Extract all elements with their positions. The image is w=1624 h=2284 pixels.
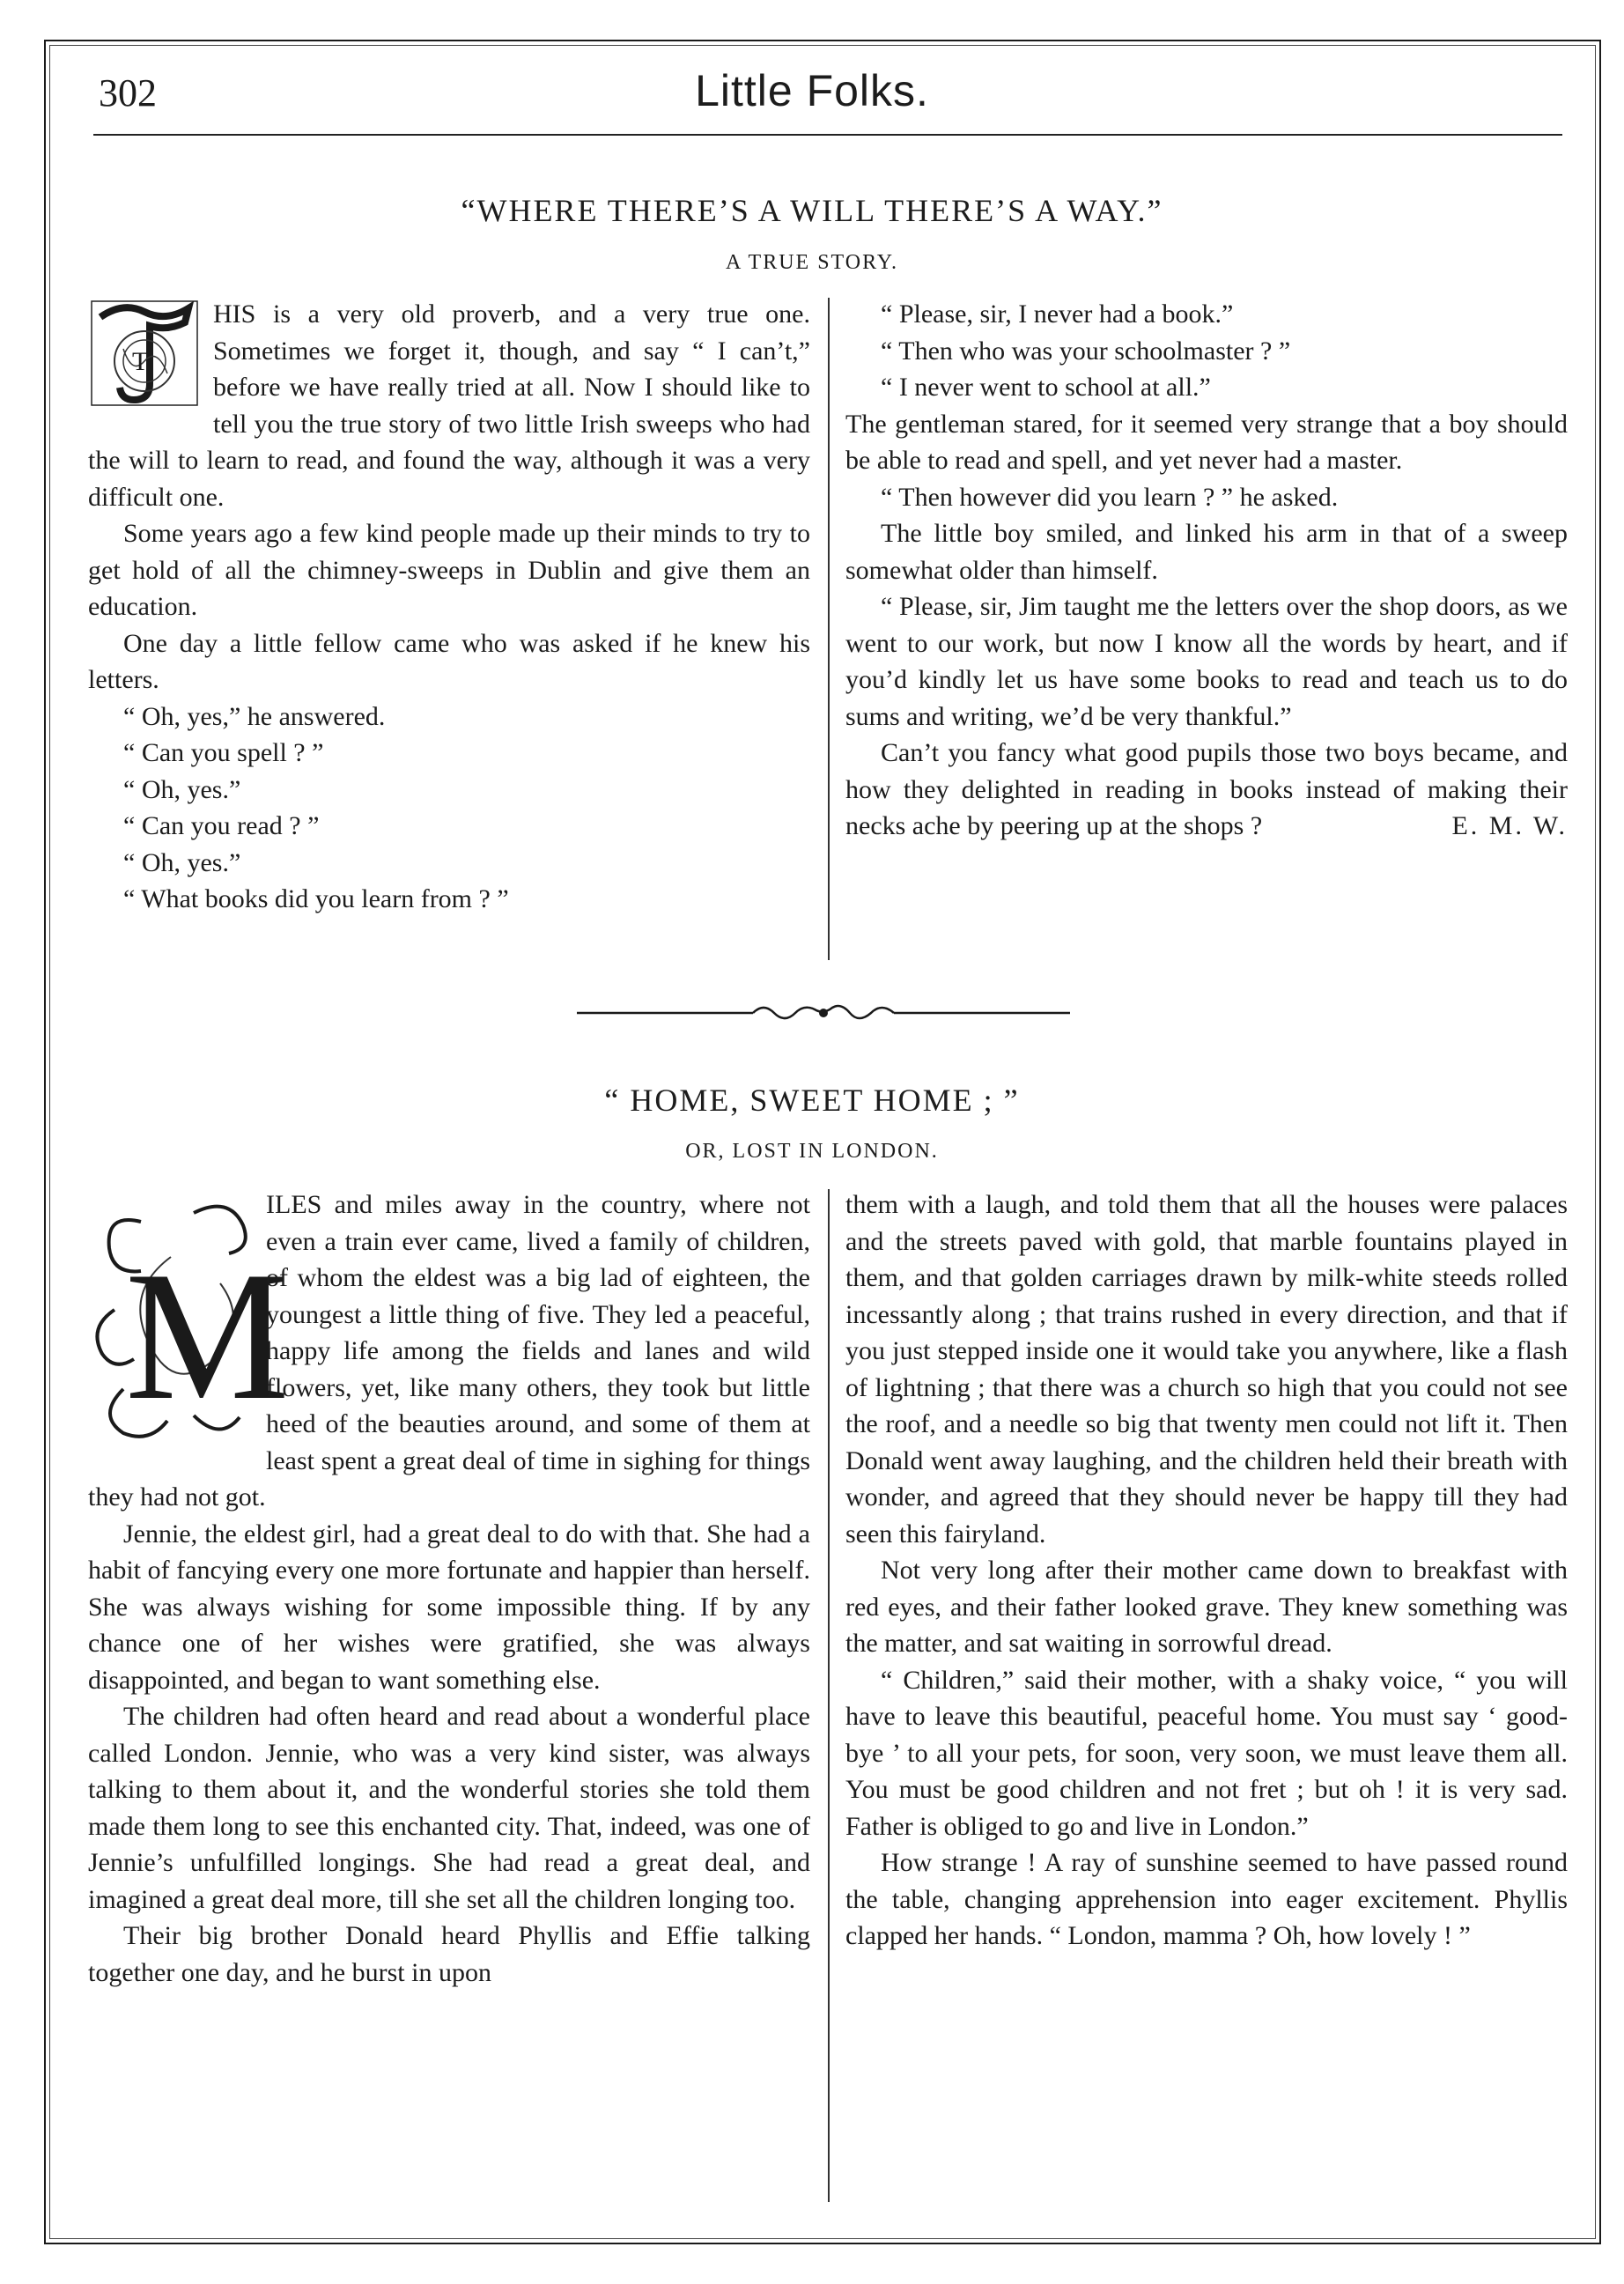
paragraph: How strange ! A ray of sunshine seemed to have passed round the table, changing apprehension into eager excitement. Phyllis clapped her hands. “ London, mamma ? Oh, how lovely ! ” xyxy=(845,1848,1568,1950)
svg-text:M: M xyxy=(125,1234,290,1438)
paragraph: “ Please, sir, I never had a book.” xyxy=(881,299,1234,329)
story2-right-column xyxy=(845,1186,1568,1955)
running-title: Little Folks. xyxy=(695,66,929,115)
paragraph: “ Can you spell ? ” xyxy=(123,738,324,767)
paragraph: “ Children,” said their mother, with a shaky voice, “ you will have to leave this beautiful, peaceful home. You must say ‘ good-bye ’ to all your pets, for soon, very soon, we must leave them all. You must be good children and not fret ; but oh ! it is very sad. Father is obliged to go and live in London.” xyxy=(845,1665,1568,1841)
paragraph: Jennie, the eldest girl, had a great deal to do with that. She had a habit of fancying every one more fortunate and happier than herself. She was always wishing for some impossible thing. If by any chance one of her wishes were gratified, she was always disappointed, and began to want something else. xyxy=(88,1519,810,1695)
header-rule xyxy=(93,134,1562,136)
column-divider xyxy=(828,1189,830,2202)
paragraph: “ Oh, yes,” he answered. xyxy=(123,701,386,731)
paragraph xyxy=(845,735,1568,845)
story2-title: “ HOME, SWEET HOME ; ” xyxy=(604,1083,1020,1118)
paragraph: One day a little fellow came who was asked if he knew his letters. xyxy=(88,628,810,694)
drop-cap-t-icon xyxy=(88,296,201,412)
paragraph: Not very long after their mother came down to breakfast with red eyes, and their father looked grave. They knew something was the matter, and sat waiting in sorrowful dread. xyxy=(845,1556,1568,1658)
paragraph: “ Can you read ? ” xyxy=(123,811,320,840)
story2-subtitle: OR, LOST IN LONDON. xyxy=(685,1140,939,1163)
paragraph: them with a laugh, and told them that all the houses were palaces and the streets paved with gold, that marble fountains played in them, and that golden carriages drawn by milk-white steeds rolled incessantly along ; that trains rushed in every direction, and that if you just stepped inside one it would take you anywhere, like a flash of lightning ; that there was a church so high that you could not see the roof, and a needle so big that twenty men could not lift it. Then Donald went away laughing, and the children held their breath with wonder, and agreed that they should never be happy till they had seen this fairyland. xyxy=(845,1190,1568,1549)
paragraph: “ Then who was your schoolmaster ? ” xyxy=(881,336,1291,366)
story1-left-column xyxy=(88,296,810,918)
column-divider xyxy=(828,298,830,960)
story1-title: “WHERE THERE’S A WILL THERE’S A WAY.” xyxy=(461,193,1163,228)
story1-right-column xyxy=(845,296,1568,845)
author-signature: E. M. W. xyxy=(1451,811,1568,840)
paragraph: HIS is a very old proverb, and a very true one. Sometimes we forget it, though, and say “ I can’t,” before we have really tried at all. Now I should like to tell you the true story of two little Irish sweeps who had the will to learn to read, and found the way, although it was a very difficult one. xyxy=(88,299,810,512)
story2-left-column xyxy=(88,1186,810,1991)
paragraph: The children had often heard and read about a wonderful place called London. Jennie, who was a very kind sister, was always talking to them about it, and the wonderful stories she told them made them long to see this enchanted city. That, indeed, was one of Jennie’s unfulfilled longings. She had read a great deal, and imagined a great deal more, till she set all the children longing too. xyxy=(88,1702,810,1914)
paragraph: The little boy smiled, and linked his arm in that of a sweep somewhat older than himself. xyxy=(845,519,1568,585)
paragraph: Their big brother Donald heard Phyllis and Effie talking together one day, and he burst in upon xyxy=(88,1921,810,1987)
paragraph: “ What books did you learn from ? ” xyxy=(123,884,509,913)
paragraph: The gentleman stared, for it seemed very strange that a boy should be able to read and spell, and yet never had a master. xyxy=(845,409,1568,475)
paragraph: “ Oh, yes.” xyxy=(123,847,241,877)
paragraph: “ I never went to school at all.” xyxy=(881,373,1211,402)
paragraph-text: Can’t you fancy what good pupils those two boys became, and how they delighted in reading in books instead of making their necks ache by peering up at the shops ? xyxy=(845,738,1568,840)
paragraph: “ Please, sir, Jim taught me the letters over the shop doors, as we went to our work, but now I know all the words by heart, and if you’d kindly let us have some books to read and teach us to do sums and writing, we’d be very thankful.” xyxy=(845,592,1568,731)
paragraph: Some years ago a few kind people made up their minds to try to get hold of all the chimney-sweeps in Dublin and give them an education. xyxy=(88,519,810,621)
drop-cap-m-icon xyxy=(88,1186,290,1451)
ornamental-divider-icon xyxy=(577,995,1070,1031)
story1-subtitle: A TRUE STORY. xyxy=(725,251,899,274)
paragraph: ILES and miles away in the country, where not even a train ever came, lived a family of children, of whom the eldest was a big lad of eighteen, the youngest a little thing of five. They led a peaceful, happy life among the fields and lanes and wild flowers, yet, like many others, they took but little heed of the beauties around, and some of them at least spent a great deal of time in sighing for things they had not got. xyxy=(88,1190,810,1512)
paragraph: “ Oh, yes.” xyxy=(123,774,241,804)
paragraph: “ Then however did you learn ? ” he asked. xyxy=(881,482,1339,512)
page-number: 302 xyxy=(99,71,157,115)
svg-text:T: T xyxy=(132,347,149,376)
